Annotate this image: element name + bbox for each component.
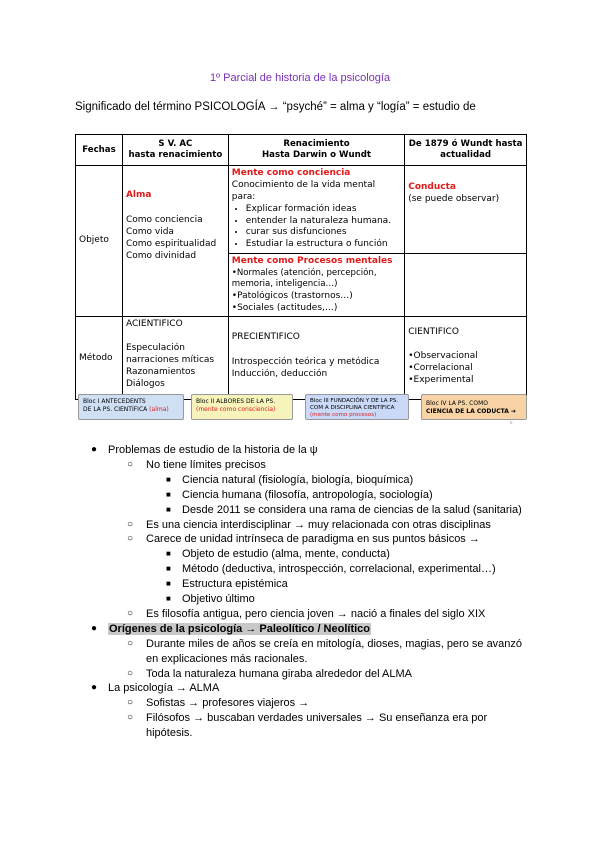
objeto-col-c-bottom (405, 254, 527, 317)
block-3 (305, 394, 409, 420)
block-line: Bloc IV LA PS. COMO (426, 400, 488, 407)
bullet-square-icon: ■ (166, 489, 171, 499)
bullet-square-icon: ■ (166, 549, 171, 559)
list-item: Razonamientos (125, 367, 196, 378)
list-item: •Normales (atención, percepción, memoria, inteligencia…) (231, 268, 377, 290)
block-line: COM A DISCIPLINA CIENTÍFICA (310, 404, 395, 411)
table-header-row (76, 135, 527, 166)
note-text: Filósofos → buscaban verdades universales → Su enseñanza era por (146, 712, 488, 725)
note-line (108, 682, 219, 697)
term-definition: Significado del término PSICOLOGÍA → “psyché” = alma y “logía” = estudio de (75, 101, 476, 113)
note-line (146, 519, 491, 534)
bullet-hollow-icon: ○ (127, 533, 134, 545)
block-2 (191, 394, 293, 420)
list-item: • curar sus disfunciones (246, 227, 401, 239)
bullet-filled-icon: ● (91, 622, 98, 634)
block-line: Bloc I ANTECEDENTS (83, 398, 146, 405)
list-item: Especulación (125, 343, 185, 354)
list-item: • entender la naturaleza humana. (246, 216, 401, 228)
note-text: Objeto de estudio (alma, mente, conducta) (182, 548, 390, 561)
block-tag: (mente como procesos) (310, 411, 377, 418)
list-item: • Estudiar la estructura o función (246, 239, 401, 251)
header-col-a (122, 135, 228, 166)
note-text: hipótesis. (146, 727, 193, 740)
header-col-c (405, 135, 527, 166)
note-line (108, 623, 371, 638)
note-text: Carece de unidad intrínseca de paradigma en sus puntos básicos → (146, 533, 480, 546)
list-item: Inducción, deducción (231, 369, 328, 380)
note-line (146, 668, 412, 683)
bullet-hollow-icon: ○ (127, 458, 134, 470)
metodo-col-b-title: PRECIENTIFICO (231, 332, 300, 343)
table-row-objeto-top (76, 166, 527, 254)
metodo-col-a (122, 317, 228, 400)
list-item: Introspección teórica y metódica (231, 357, 380, 368)
metodo-col-b (228, 317, 404, 400)
note-line (146, 653, 307, 668)
note-line (146, 459, 266, 474)
block-text: DE LA PS. CIENTÍFICA (83, 405, 148, 413)
block-line: Bloc II ALBORES DE LA PS. (196, 398, 276, 405)
bullet-square-icon: ■ (166, 504, 171, 514)
bullet-square-icon: ■ (166, 579, 171, 589)
block-line: Bloc III FUNDACIÓN Y DE LA PS. (310, 398, 399, 404)
header-label: De 1879 ó Wundt hasta actualidad (408, 139, 523, 160)
note-line (182, 489, 433, 504)
note-text: Método (deductiva, introspección, correlacional, experimental…) (182, 563, 496, 576)
list-item: •Sociales (actitudes,…) (231, 302, 338, 313)
bullet-hollow-icon: ○ (127, 712, 134, 724)
header-col-b (228, 135, 404, 166)
note-text: en explicaciones más racionales. (146, 652, 308, 665)
bullet-hollow-icon: ○ (127, 637, 134, 649)
note-text: Ciencia natural (fisiología, biología, bioquímica) (182, 473, 414, 486)
header-label: Renacimiento Hasta Darwin o Wundt (261, 139, 372, 160)
block-4 (421, 394, 527, 420)
list-item: Diálogos (125, 378, 165, 389)
list-item: narraciones míticas (125, 355, 215, 366)
note-line (182, 548, 390, 563)
row-label: Objeto (79, 235, 109, 246)
bullet-hollow-icon: ○ (127, 697, 134, 709)
bullet-square-icon: ■ (166, 594, 171, 603)
list-item: •Observacional (408, 351, 478, 362)
list-item: •Patológicos (trastornos…) (231, 290, 353, 301)
list-item: •Experimental (408, 375, 474, 386)
note-text: Es filosofía antigua, pero ciencia joven → nació a finales del siglo XIX (146, 607, 486, 620)
note-text: Desde 2011 se considera una rama de ciencias de la salud (sanitaria) (182, 503, 522, 516)
list-item: •Correlacional (408, 363, 473, 374)
header-label: Fechas (82, 144, 116, 155)
note-text: Toda la naturaleza humana giraba alrededor del ALMA (146, 667, 413, 680)
list-item: • Explicar formación ideas (246, 204, 401, 216)
list-item: Como divinidad (125, 251, 197, 262)
note-text: Problemas de estudio de la historia de la ψ (108, 444, 318, 456)
bullet-hollow-icon: ○ (127, 518, 134, 530)
note-text: Objetivo último (182, 593, 255, 605)
note-text: No tiene límites precisos (146, 458, 266, 471)
list-item: Como vida (125, 227, 174, 238)
metodo-col-c (405, 317, 527, 400)
block-1 (78, 394, 184, 420)
blocks-legend (78, 394, 534, 422)
table-row-metodo (76, 317, 527, 400)
note-line (182, 504, 522, 519)
objeto-col-b-top-intro: Conocimiento de la vida mental para: (231, 179, 376, 202)
note-text: Estructura epistémica (182, 578, 288, 591)
bullet-hollow-icon: ○ (127, 607, 134, 619)
note-line (146, 608, 485, 623)
note-text: Sofistas → profesores viajeros → (146, 697, 310, 710)
list-item: Como espiritualidad (125, 239, 217, 250)
note-line (108, 444, 318, 459)
note-line (182, 474, 413, 489)
block-line (83, 406, 179, 414)
note-line (182, 563, 496, 578)
metodo-col-c-title: CIENTIFICO (408, 327, 459, 338)
bullet-filled-icon: ● (91, 682, 98, 694)
note-line (182, 593, 255, 608)
note-line (146, 727, 192, 742)
objeto-col-b-top-title: Mente como conciencia (231, 168, 351, 178)
note-text: La psicología → ALMA (108, 682, 220, 695)
objeto-col-c-top (405, 166, 527, 254)
note-line (182, 578, 288, 593)
block-tag: (mente como consciencia) (196, 405, 276, 413)
objeto-col-b-top-list (232, 204, 401, 252)
bullet-square-icon: ■ (166, 564, 171, 574)
history-table (75, 134, 527, 400)
row-label-metodo (76, 317, 123, 400)
objeto-col-b-top (228, 166, 404, 254)
objeto-col-b-bottom-title: Mente como Procesos mentales (231, 256, 393, 267)
header-label: S V. AC hasta renacimiento (128, 139, 223, 160)
bullet-filled-icon: ● (91, 444, 98, 455)
list-item: Como conciencia (125, 215, 203, 226)
objeto-col-a-title: Alma (125, 189, 152, 200)
note-line (146, 712, 487, 727)
note-line (146, 638, 522, 653)
block-line: CIENCIA DE LA CODUCTA ➔ (426, 407, 516, 415)
bullet-hollow-icon: ○ (127, 667, 134, 679)
objeto-col-a (122, 166, 228, 317)
objeto-col-b-bottom (228, 254, 404, 317)
note-text: Orígenes de la psicología → Paleolítico / Neolítico (109, 622, 371, 635)
bullet-square-icon: ■ (166, 474, 171, 484)
note-text: Es una ciencia interdisciplinar → muy relacionada con otras disciplinas (146, 518, 491, 531)
note-line (146, 697, 309, 712)
note-line (146, 533, 480, 548)
note-text: Ciencia humana (filosofía, antropología, sociología) (182, 488, 433, 501)
header-fechas (76, 135, 123, 166)
row-label-objeto (76, 166, 123, 317)
row-label: Método (79, 352, 113, 363)
note-text: Durante miles de años se creía en mitología, dioses, magias, pero se avanzó (146, 637, 523, 650)
metodo-col-a-title: ACIENTIFICO (125, 319, 183, 330)
block-tag: (alma) (149, 405, 169, 413)
objeto-col-c-sub: (se puede observar) (408, 193, 500, 204)
corner-mark: c (510, 420, 513, 426)
objeto-col-c-title: Conducta (408, 182, 456, 192)
document-title: 1º Parcial de historia de la psicología (209, 72, 391, 84)
